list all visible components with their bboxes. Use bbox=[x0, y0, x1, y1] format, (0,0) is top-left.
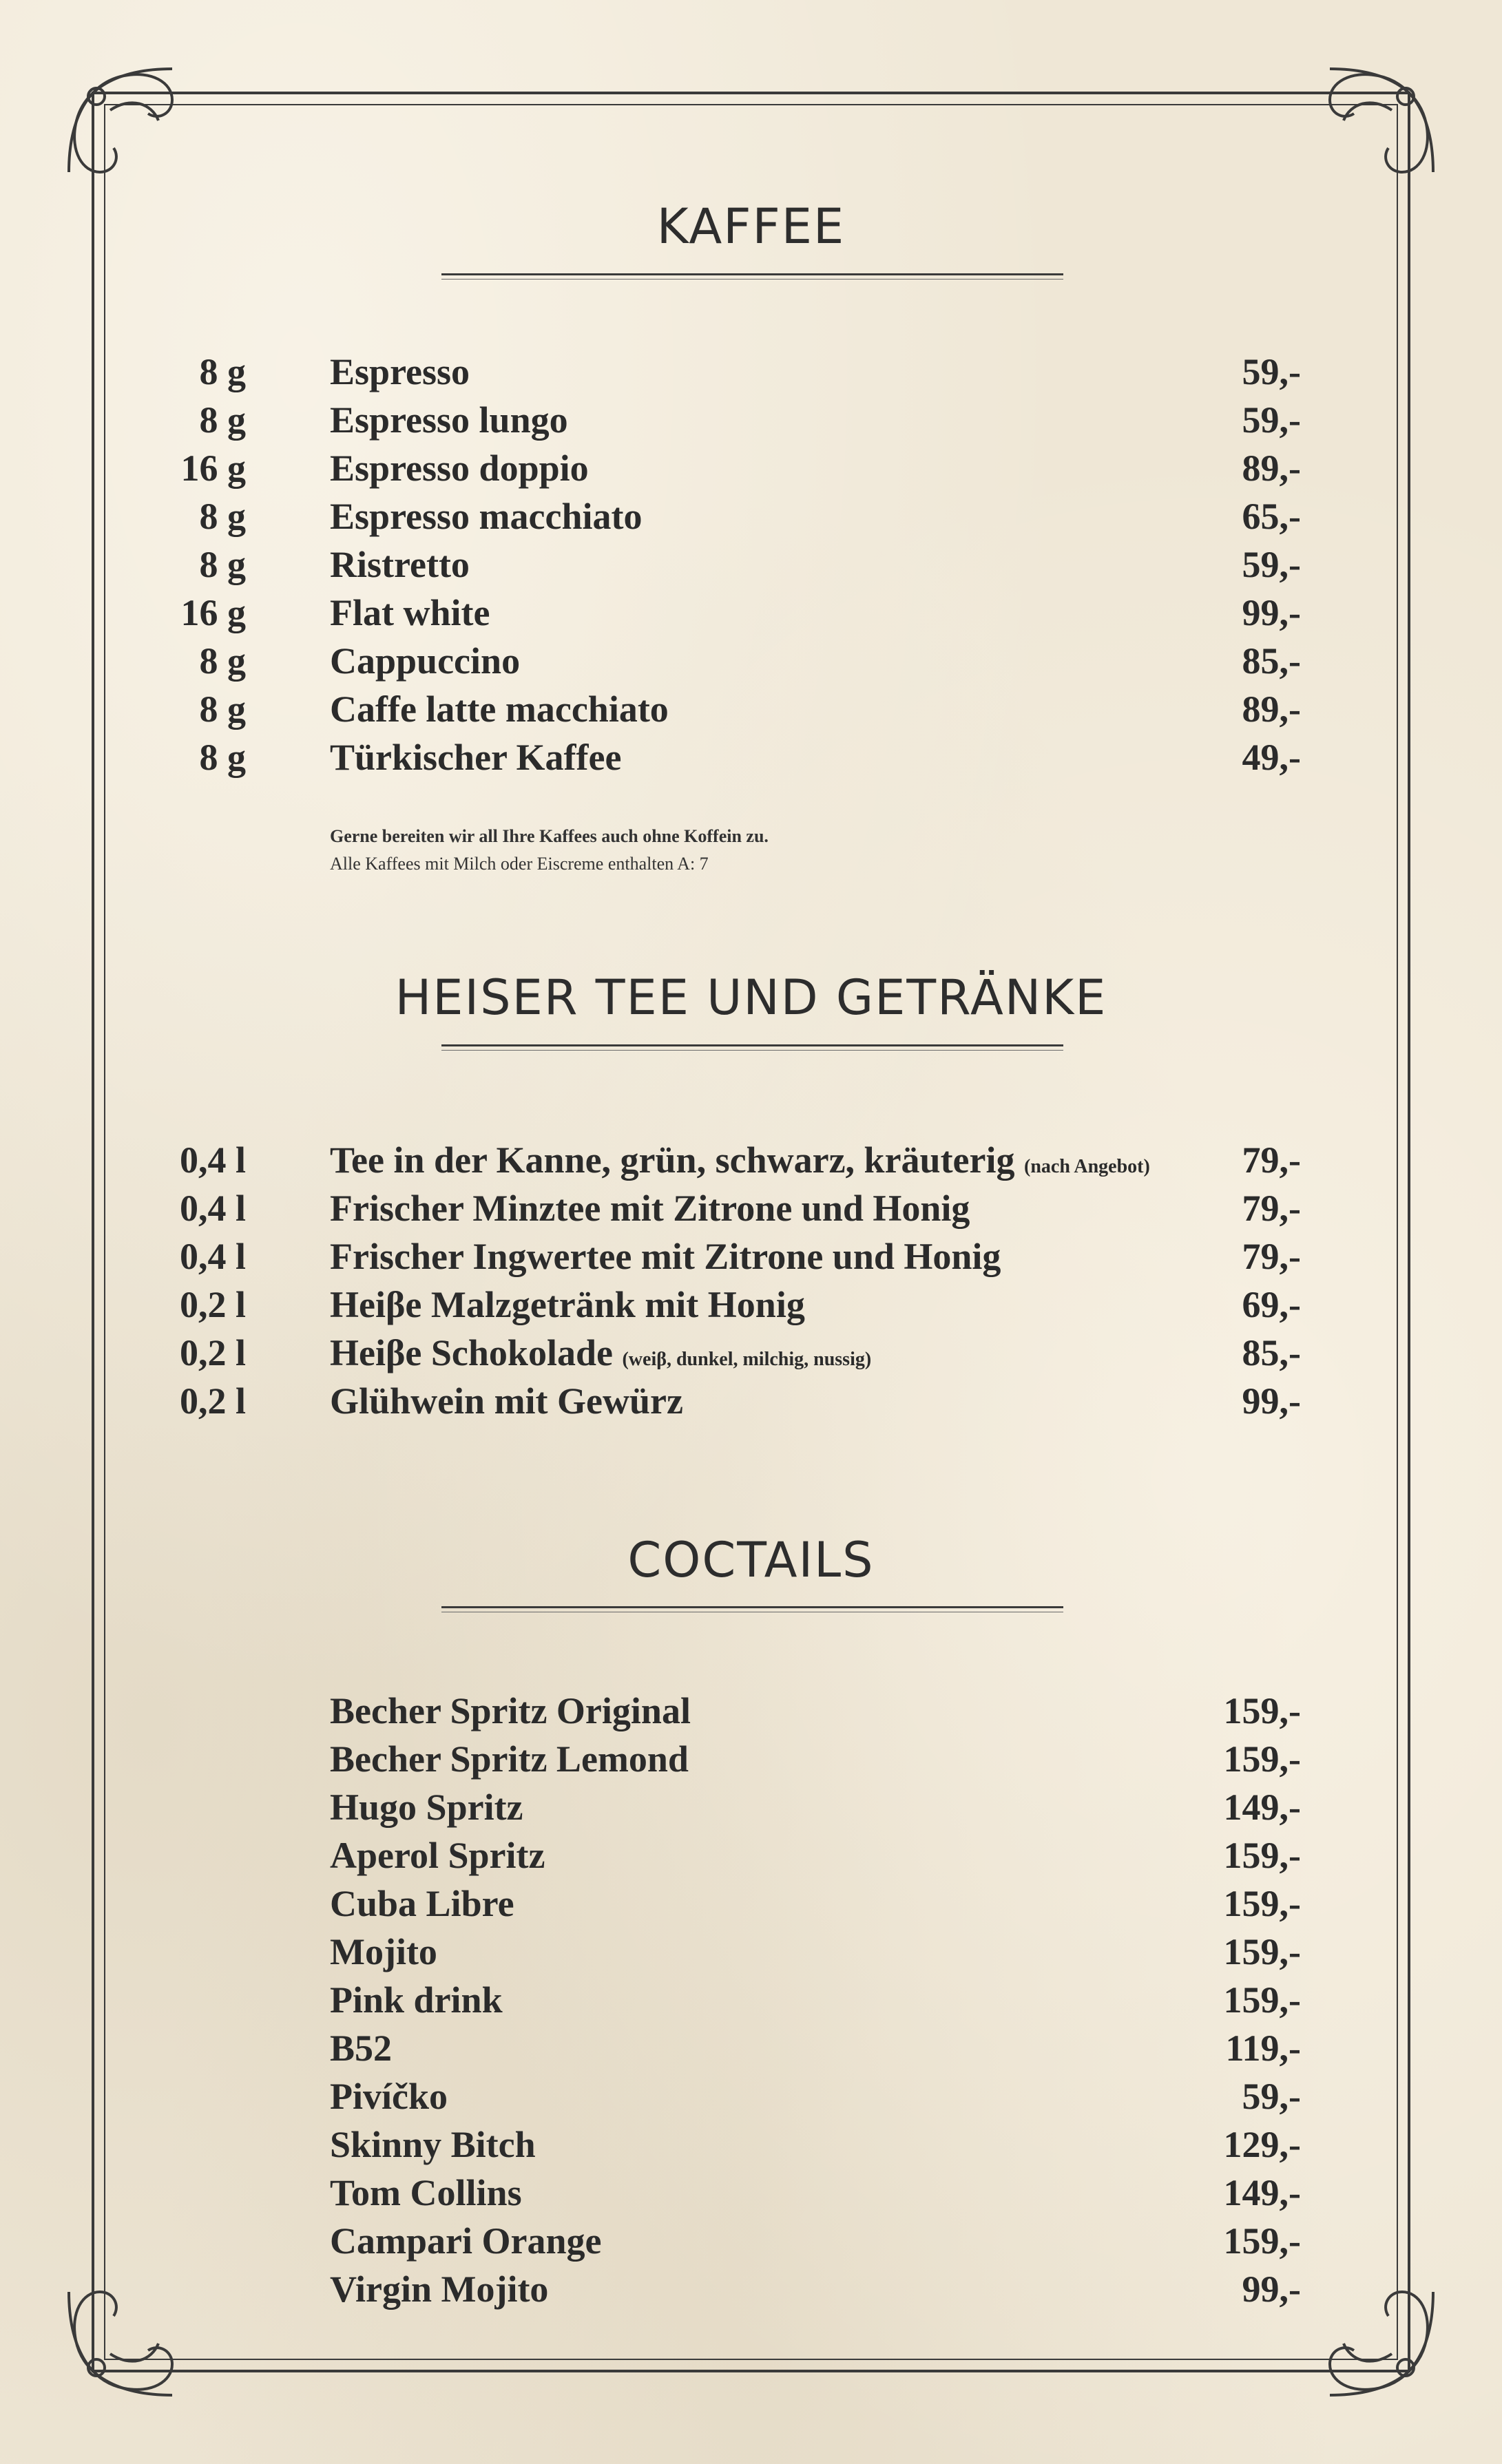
item-quantity: 0,4 l bbox=[179, 1188, 246, 1229]
item-price: 65,- bbox=[1242, 496, 1301, 537]
item-price: 159,- bbox=[1223, 1883, 1301, 1924]
menu-row bbox=[0, 1879, 1502, 1928]
item-quantity: 8 g bbox=[199, 737, 246, 778]
item-name: Cuba Libre bbox=[330, 1883, 514, 1924]
item-price: 59,- bbox=[1242, 2076, 1301, 2117]
item-name: Caffe latte macchiato bbox=[330, 688, 669, 730]
item-name: Heiβe Malzgetränk mit Honig bbox=[330, 1284, 805, 1325]
section-divider bbox=[441, 1606, 1063, 1612]
item-name: Becher Spritz Lemond bbox=[330, 1738, 689, 1780]
item-quantity: 0,2 l bbox=[179, 1284, 246, 1325]
item-name: Aperol Spritz bbox=[330, 1835, 545, 1876]
item-quantity: 8 g bbox=[199, 544, 246, 585]
menu-row bbox=[0, 540, 1502, 589]
menu-row bbox=[0, 733, 1502, 781]
item-name: B52 bbox=[330, 2028, 393, 2069]
item-quantity: 16 g bbox=[180, 447, 246, 489]
item-detail: (nach Angebot) bbox=[1024, 1156, 1150, 1177]
item-name: Espresso doppio bbox=[330, 447, 589, 489]
item-quantity: 16 g bbox=[180, 592, 246, 633]
item-name: Flat white bbox=[330, 592, 490, 633]
item-quantity: 8 g bbox=[199, 496, 246, 537]
item-price: 119,- bbox=[1225, 2028, 1301, 2069]
section-title-kaffee: KAFFEE bbox=[656, 198, 846, 255]
item-price: 59,- bbox=[1242, 351, 1301, 392]
menu-row bbox=[0, 348, 1502, 396]
menu-row bbox=[0, 2024, 1502, 2072]
item-name: Pink drink bbox=[330, 1979, 503, 2021]
item-name: Espresso lungo bbox=[330, 399, 568, 441]
item-price: 159,- bbox=[1223, 1835, 1301, 1876]
menu-row bbox=[0, 1136, 1502, 1184]
item-price: 69,- bbox=[1242, 1284, 1301, 1325]
item-quantity: 0,4 l bbox=[179, 1236, 246, 1277]
menu-row bbox=[0, 1976, 1502, 2024]
allergen-note: Alle Kaffees mit Milch oder Eiscreme enthalten A: 7 bbox=[330, 854, 709, 874]
item-quantity: 8 g bbox=[199, 688, 246, 730]
menu-row bbox=[0, 637, 1502, 685]
menu-row bbox=[0, 2217, 1502, 2265]
item-name: Espresso bbox=[330, 351, 470, 392]
item-name: Espresso macchiato bbox=[330, 496, 643, 537]
menu-row bbox=[0, 1783, 1502, 1831]
item-price: 79,- bbox=[1242, 1188, 1301, 1229]
item-name: Becher Spritz Original bbox=[330, 1690, 691, 1731]
menu-row bbox=[0, 444, 1502, 492]
item-price: 99,- bbox=[1242, 1380, 1301, 1422]
item-price: 89,- bbox=[1242, 688, 1301, 730]
item-price: 99,- bbox=[1242, 592, 1301, 633]
item-name: Virgin Mojito bbox=[330, 2268, 549, 2310]
menu-row bbox=[0, 1329, 1502, 1377]
decaf-note: Gerne bereiten wir all Ihre Kaffees auch ohne Koffein zu. bbox=[330, 826, 769, 846]
menu-row bbox=[0, 1232, 1502, 1281]
menu-row bbox=[0, 2072, 1502, 2120]
item-name: Tee in der Kanne, grün, schwarz, kräuterig (nach Angebot) bbox=[330, 1139, 1150, 1181]
corner-ornament-top-left bbox=[69, 69, 172, 172]
item-price: 159,- bbox=[1223, 1979, 1301, 2021]
menu-row bbox=[0, 1928, 1502, 1976]
item-price: 79,- bbox=[1242, 1139, 1301, 1181]
item-price: 129,- bbox=[1223, 2124, 1301, 2165]
item-detail: (weiβ, dunkel, milchig, nussig) bbox=[622, 1349, 872, 1370]
item-price: 85,- bbox=[1242, 640, 1301, 682]
item-name: Heiβe Schokolade (weiβ, dunkel, milchig, nussig) bbox=[330, 1332, 872, 1373]
item-price: 159,- bbox=[1223, 1690, 1301, 1731]
item-price: 79,- bbox=[1242, 1236, 1301, 1277]
item-price: 159,- bbox=[1223, 1931, 1301, 1972]
corner-ornament-top-right bbox=[1330, 69, 1433, 172]
item-name: Türkischer Kaffee bbox=[330, 737, 622, 778]
menu-row bbox=[0, 2169, 1502, 2217]
section-divider bbox=[441, 1044, 1063, 1051]
item-price: 159,- bbox=[1223, 2220, 1301, 2262]
item-price: 149,- bbox=[1223, 2172, 1301, 2213]
menu-row bbox=[0, 396, 1502, 444]
item-name: Frischer Ingwertee mit Zitrone und Honig bbox=[330, 1236, 1001, 1277]
item-price: 85,- bbox=[1242, 1332, 1301, 1373]
item-price: 59,- bbox=[1242, 544, 1301, 585]
menu-row bbox=[0, 1184, 1502, 1232]
menu-row bbox=[0, 1281, 1502, 1329]
item-quantity: 8 g bbox=[199, 399, 246, 441]
item-name: Ristretto bbox=[330, 544, 470, 585]
item-price: 59,- bbox=[1242, 399, 1301, 441]
item-quantity: 0,4 l bbox=[179, 1139, 246, 1181]
menu-row bbox=[0, 1377, 1502, 1425]
menu-row bbox=[0, 685, 1502, 733]
section-divider bbox=[441, 273, 1063, 280]
item-quantity: 0,2 l bbox=[179, 1380, 246, 1422]
menu-row bbox=[0, 1735, 1502, 1783]
item-price: 89,- bbox=[1242, 447, 1301, 489]
item-name: Frischer Minztee mit Zitrone und Honig bbox=[330, 1188, 970, 1229]
item-price: 149,- bbox=[1223, 1787, 1301, 1828]
section-title-coctails: COCTAILS bbox=[627, 1532, 875, 1588]
item-quantity: 8 g bbox=[199, 351, 246, 392]
item-quantity: 0,2 l bbox=[179, 1332, 246, 1373]
menu-row bbox=[0, 1831, 1502, 1879]
item-name: Pivíčko bbox=[330, 2076, 448, 2117]
item-name: Skinny Bitch bbox=[330, 2124, 536, 2165]
item-name: Mojito bbox=[330, 1931, 437, 1972]
item-name: Cappuccino bbox=[330, 640, 521, 682]
item-name: Tom Collins bbox=[330, 2172, 522, 2213]
item-name: Campari Orange bbox=[330, 2220, 602, 2262]
item-price: 159,- bbox=[1223, 1738, 1301, 1780]
item-name: Hugo Spritz bbox=[330, 1787, 523, 1828]
menu-row bbox=[0, 1687, 1502, 1735]
item-quantity: 8 g bbox=[199, 640, 246, 682]
item-price: 49,- bbox=[1242, 737, 1301, 778]
section-title-tee: HEISER TEE UND GETRÄNKE bbox=[395, 969, 1107, 1026]
item-name: Glühwein mit Gewürz bbox=[330, 1380, 683, 1422]
menu-row bbox=[0, 589, 1502, 637]
item-price: 99,- bbox=[1242, 2268, 1301, 2310]
menu-row bbox=[0, 492, 1502, 540]
menu-row bbox=[0, 2265, 1502, 2313]
menu-row bbox=[0, 2120, 1502, 2169]
